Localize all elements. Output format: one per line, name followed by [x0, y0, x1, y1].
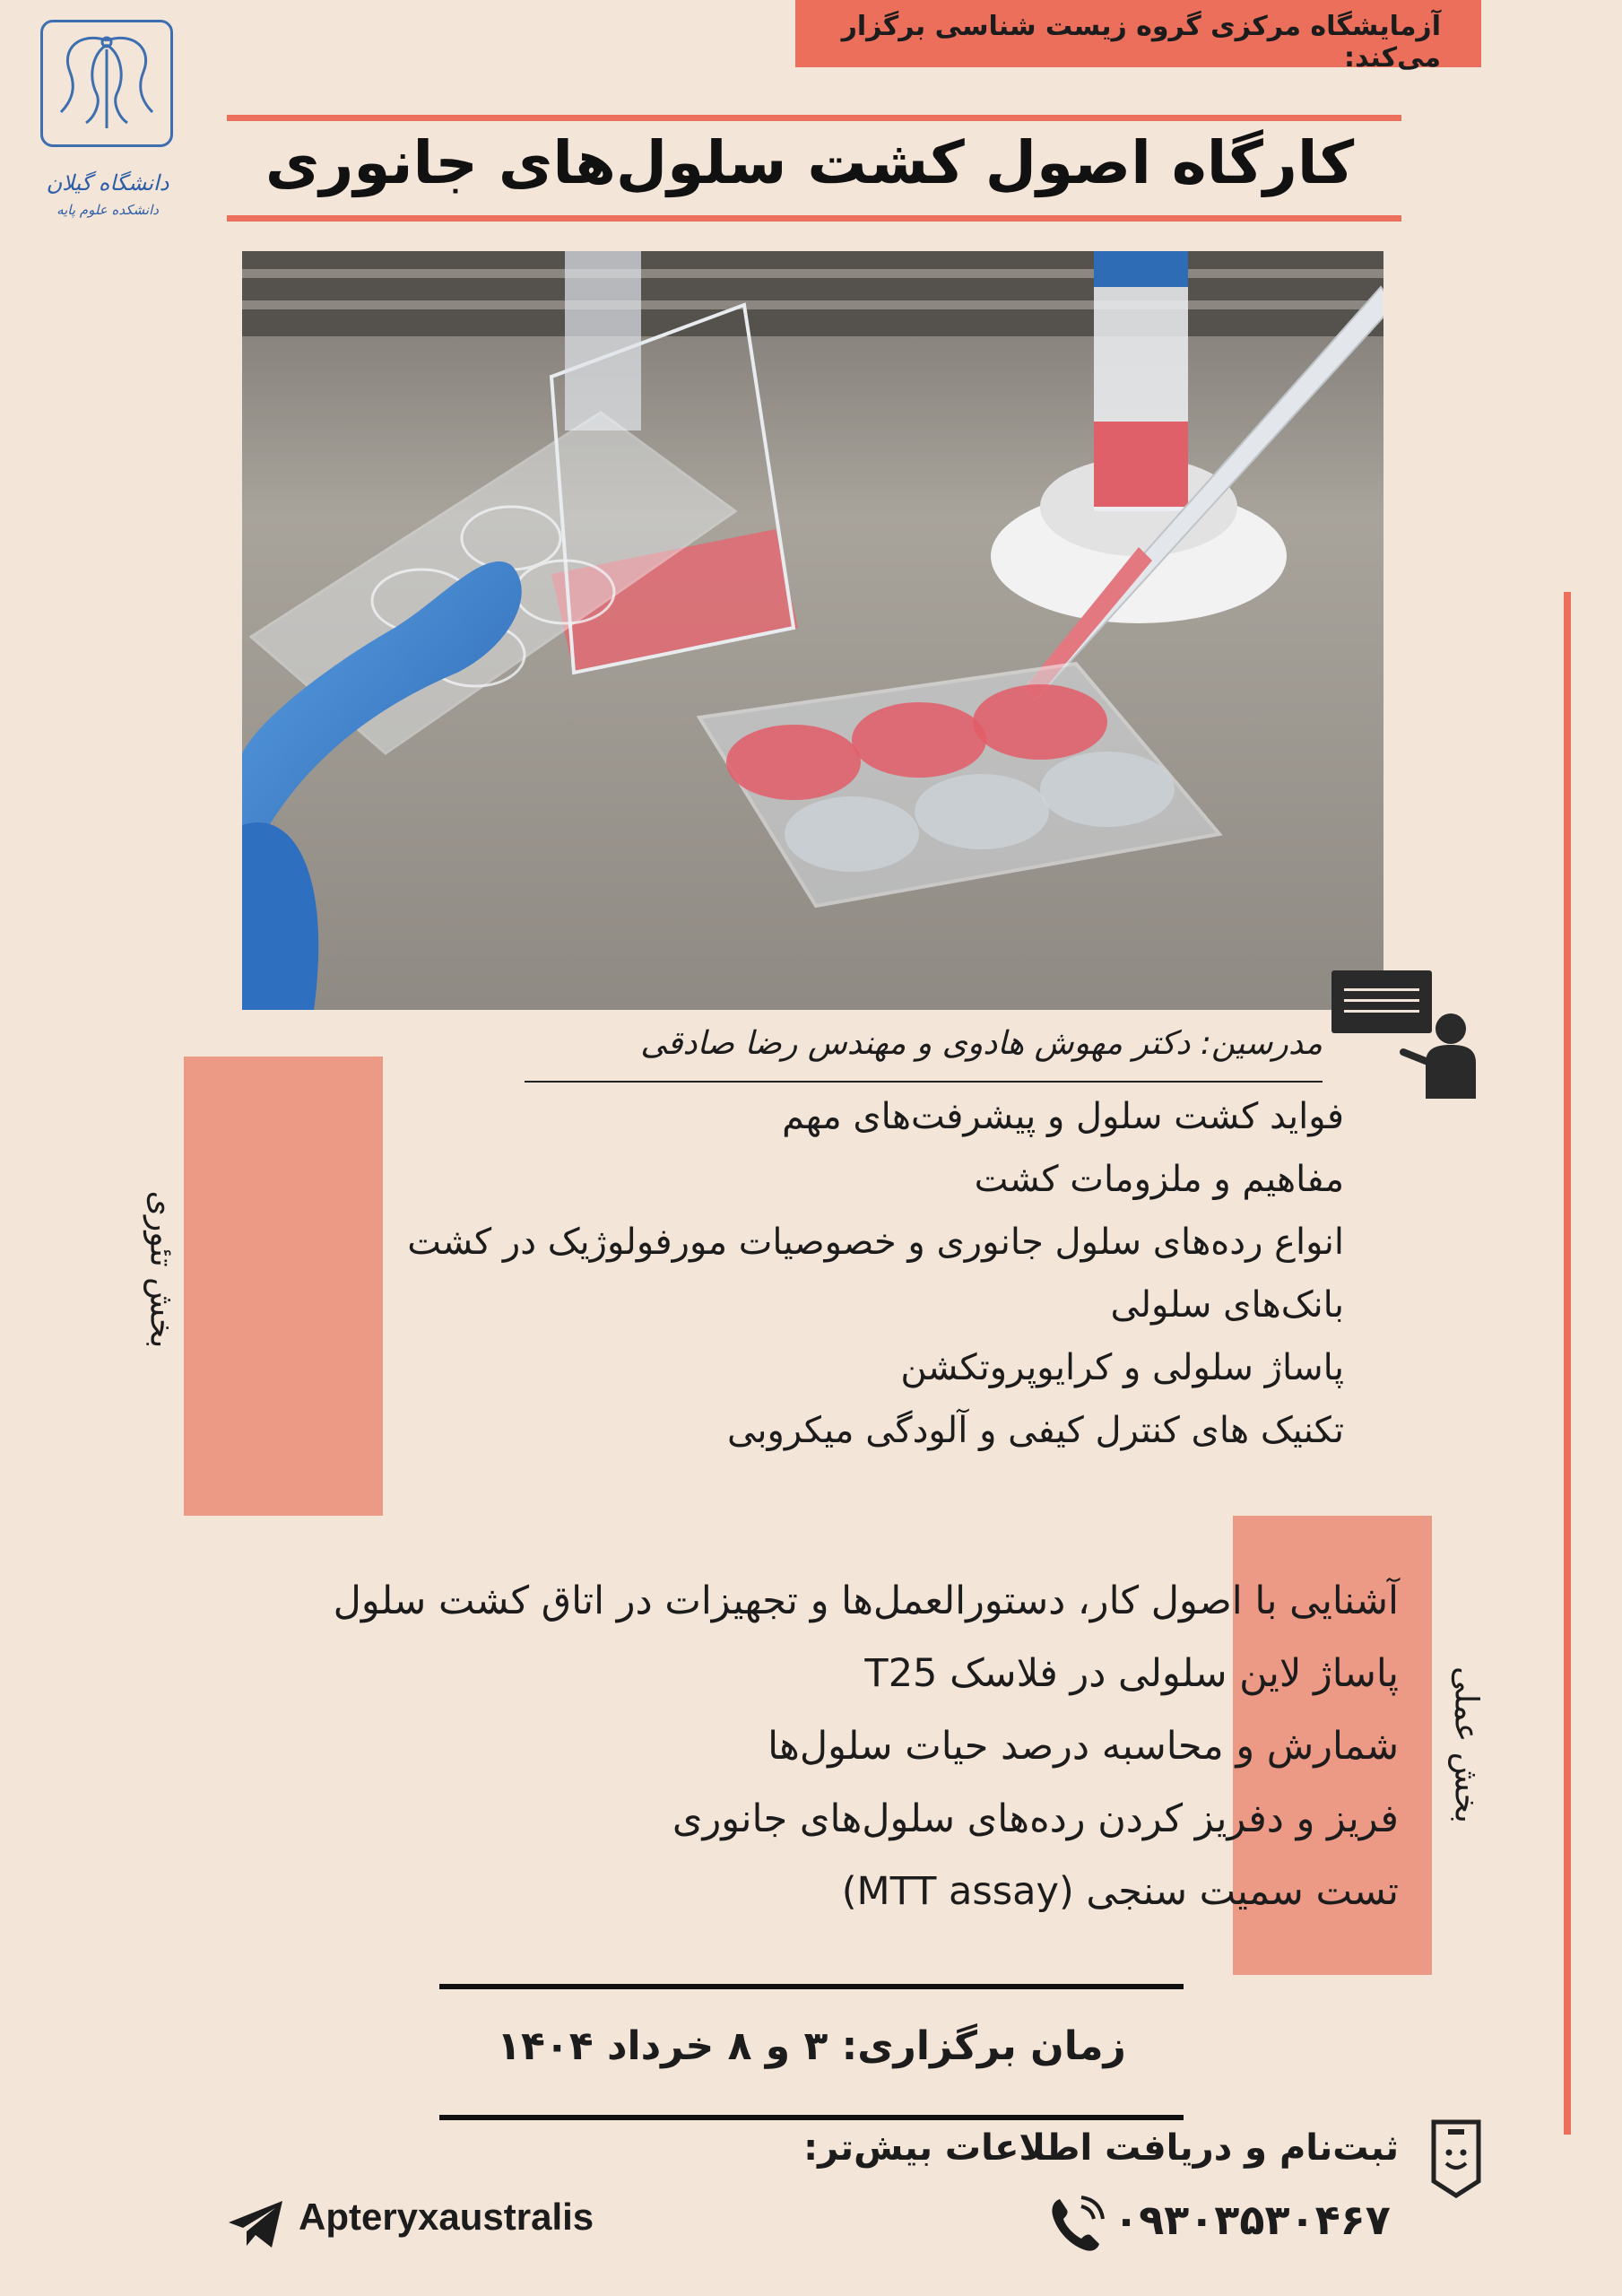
theory-item: انواع رده‌های سلول جانوری و خصوصیات مورفولوژیک در کشت: [407, 1222, 1344, 1263]
accent-bar: [1564, 592, 1571, 2135]
theory-list: [223, 1085, 1344, 1462]
id-badge-icon: [1430, 2117, 1482, 2199]
practical-item: تست سمیت سنجی (MTT assay): [841, 1869, 1399, 1914]
theory-item: تکنیک های کنترل کیفی و آلودگی میکروبی: [727, 1410, 1344, 1451]
logo-faculty-name: دانشکده علوم پایه: [56, 202, 159, 218]
presenter-icon: [1399, 1009, 1484, 1099]
telegram-handle[interactable]: Apteryxaustralis: [299, 2196, 594, 2238]
registration-label: ثبت‌نام و دریافت اطلاعات بیش‌تر:: [803, 2127, 1399, 2169]
phone-icon: [1047, 2194, 1105, 2255]
practical-item: آشنایی با اصول کار، دستورالعمل‌ها و تجهیزات در اتاق کشت سلول: [333, 1578, 1399, 1623]
lab-photo: [242, 251, 1383, 1010]
logo-emblem: [40, 20, 173, 147]
theory-item: پاساژ سلولی و کرایوپروتکشن: [900, 1347, 1344, 1388]
theory-item: مفاهیم و ملزومات کشت: [974, 1159, 1344, 1200]
theory-label: بخش تئوری: [143, 1190, 180, 1349]
practical-item: شمارش و محاسبه درصد حیات سلول‌ها: [768, 1724, 1399, 1769]
practical-label: بخش عملی: [1447, 1666, 1485, 1823]
schedule: زمان برگزاری: ۳ و ۸ خرداد ۱۴۰۴: [439, 1984, 1184, 2120]
telegram-icon: [227, 2199, 286, 2249]
university-logo: [40, 20, 175, 222]
organizer-banner: [795, 0, 1481, 74]
organizer-text: آزمایشگاه مرکزی گروه زیست شناسی برگزار می‌کند:: [841, 11, 1441, 74]
practical-list: [224, 1565, 1399, 1928]
theory-item: بانک‌های سلولی: [1110, 1284, 1344, 1326]
phone-number[interactable]: ۰۹۳۰۳۵۳۰۴۶۷: [1114, 2196, 1391, 2244]
logo-university-name: دانشگاه گیلان: [46, 170, 169, 196]
instructors: مدرسین: دکتر مهوش هادوی و مهندس رضا صادقی: [525, 1025, 1323, 1083]
practical-item: فریز و دفریز کردن رده‌های سلول‌های جانوری: [672, 1796, 1399, 1841]
title-rule-bottom: [227, 215, 1401, 222]
practical-item: پاساژ لاین سلولی در فلاسک T25: [864, 1651, 1399, 1696]
title-rule-top: [227, 115, 1401, 121]
page-title: کارگاه اصول کشت سلول‌های جانوری: [265, 128, 1355, 197]
theory-item: فواید کشت سلول و پیشرفت‌های مهم: [782, 1096, 1344, 1137]
